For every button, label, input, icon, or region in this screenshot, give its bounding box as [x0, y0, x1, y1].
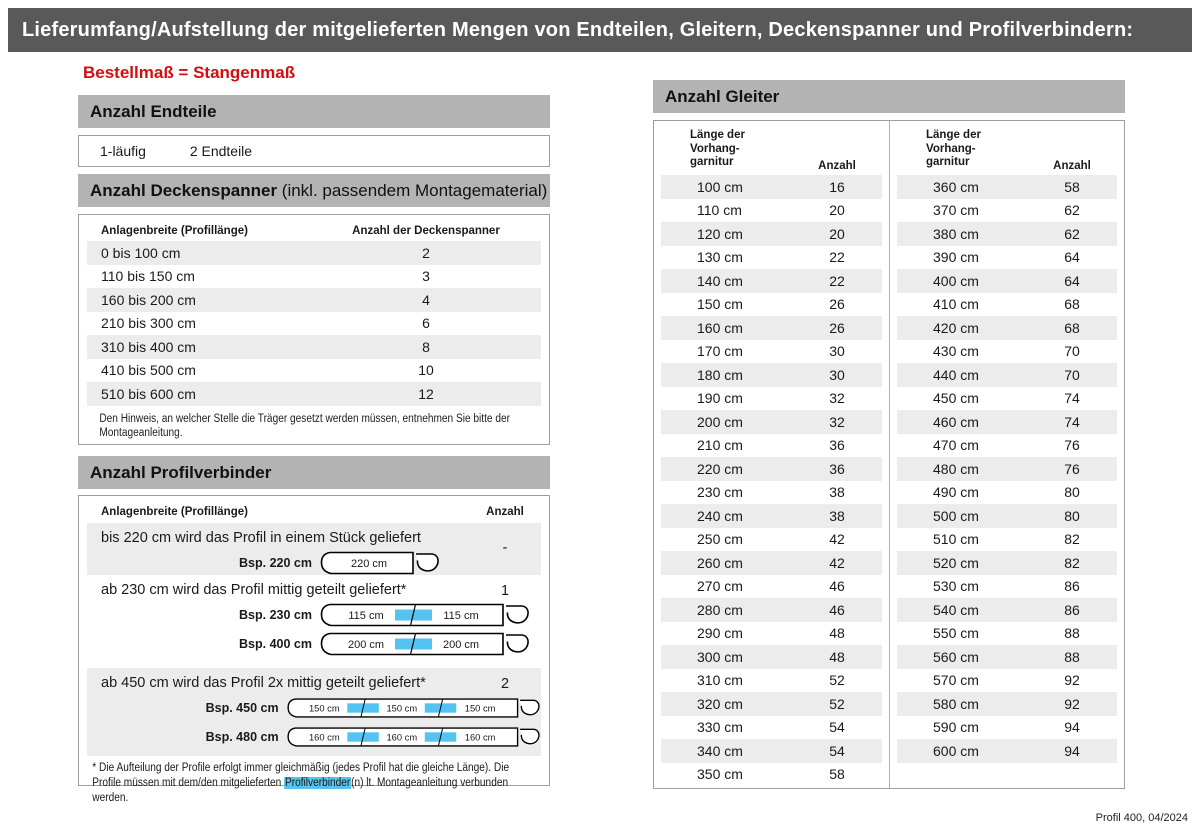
section-title-suffix: (inkl. passendem Montagematerial) [277, 181, 548, 200]
garnitur-length: 360 cm [933, 178, 979, 195]
profile-example [87, 693, 541, 722]
gleiter-count: 20 [829, 225, 845, 242]
table-row [87, 359, 541, 383]
table-row [661, 622, 882, 646]
gleiter-count: 20 [829, 202, 845, 219]
table-row [661, 551, 882, 575]
table-row [897, 692, 1117, 716]
example-label: Bsp. 220 cm [239, 555, 312, 570]
example-label: Bsp. 480 cm [205, 729, 279, 744]
garnitur-length: 510 cm [933, 531, 979, 548]
garnitur-length: 340 cm [697, 742, 743, 759]
profile-end-cap-icon [416, 554, 438, 571]
profile-diagram-split [319, 602, 531, 628]
anlagenbreite-value: 310 bis 400 cm [101, 338, 196, 355]
garnitur-length: 540 cm [933, 601, 979, 618]
gleiter-count: 58 [829, 766, 845, 783]
table-row [897, 739, 1117, 763]
table-row [661, 434, 882, 458]
table-row [79, 136, 549, 166]
gleiter-count: 80 [1064, 507, 1080, 524]
gleiter-count: 74 [1064, 413, 1080, 430]
gleiter-count: 68 [1064, 296, 1080, 313]
table-row [897, 222, 1117, 246]
garnitur-length: 580 cm [933, 695, 979, 712]
gleiter-table-right [889, 121, 1124, 788]
garnitur-length: 560 cm [933, 648, 979, 665]
gleiter-count: 74 [1064, 390, 1080, 407]
anlagenbreite-value: 410 bis 500 cm [101, 362, 196, 379]
section-title: Anzahl Profilverbinder [90, 463, 272, 482]
endteile-count: 2 Endteile [189, 143, 253, 159]
garnitur-length: 260 cm [697, 554, 743, 571]
table-row [897, 575, 1117, 599]
profilverbinder-count: 2 [500, 676, 510, 692]
gleiter-count: 64 [1064, 249, 1080, 266]
profile-end-cap-icon [506, 606, 528, 623]
segment-length-label: 200 cm [347, 638, 385, 651]
gleiter-count: 88 [1064, 625, 1080, 642]
deckenspanner-count: 12 [418, 385, 434, 402]
gleiter-rows-right [897, 175, 1117, 763]
garnitur-length: 460 cm [933, 413, 979, 430]
footnote-text: * Die Aufteilung der Profile erfolgt immer gleichmäßig (jedes Profil hat die gleiche Länge). Die Profile müssen mit dem/den mitgelieferten [92, 762, 510, 789]
column-header-laenge: Länge der Vorhang- garnitur [690, 129, 745, 168]
table-column-headers [897, 125, 1117, 175]
gleiter-count: 52 [829, 672, 845, 689]
table-row [897, 622, 1117, 646]
table-row [897, 551, 1117, 575]
segment-length-label: 150 cm [386, 702, 417, 713]
gleiter-count: 26 [829, 296, 845, 313]
gleiter-count: 80 [1064, 484, 1080, 501]
garnitur-length: 440 cm [933, 366, 979, 383]
garnitur-length: 600 cm [933, 742, 979, 759]
table-row [661, 293, 882, 317]
garnitur-length: 530 cm [933, 578, 979, 595]
section-title: Anzahl Gleiter [665, 87, 780, 106]
table-column-headers [661, 125, 882, 175]
anlagenbreite-value: 160 bis 200 cm [101, 291, 196, 308]
section-header-deckenspanner [78, 174, 550, 207]
gleiter-count: 30 [829, 366, 845, 383]
garnitur-length: 370 cm [933, 202, 979, 219]
table-column-headers [87, 501, 541, 523]
gleiter-count: 32 [829, 413, 845, 430]
section-header-gleiter [653, 80, 1125, 113]
footnote-text: (n) lt. Montageanleitung verbunden werden. [92, 777, 509, 804]
garnitur-length: 330 cm [697, 719, 743, 736]
anlagenbreite-value: 210 bis 300 cm [101, 315, 196, 332]
deckenspanner-table [78, 214, 550, 445]
garnitur-length: 470 cm [933, 437, 979, 454]
garnitur-length: 190 cm [697, 390, 743, 407]
table-row [87, 335, 541, 359]
section-header-endteile [78, 95, 550, 128]
garnitur-length: 130 cm [697, 249, 743, 266]
table-row [897, 246, 1117, 270]
table-row [661, 316, 882, 340]
table-row [87, 523, 541, 575]
table-row [897, 504, 1117, 528]
gleiter-count: 36 [829, 460, 845, 477]
garnitur-length: 570 cm [933, 672, 979, 689]
table-row [897, 481, 1117, 505]
garnitur-length: 350 cm [697, 766, 743, 783]
table-row [661, 716, 882, 740]
anlagenbreite-value: 0 bis 100 cm [101, 244, 181, 261]
gleiter-count: 52 [829, 695, 845, 712]
gleiter-count: 62 [1064, 225, 1080, 242]
gleiter-count: 62 [1064, 202, 1080, 219]
column-header-anzahl: Anzahl [818, 160, 856, 172]
garnitur-length: 200 cm [697, 413, 743, 430]
gleiter-rows-left [661, 175, 882, 786]
table-row [897, 269, 1117, 293]
segment-length-label: 220 cm [350, 557, 388, 570]
table-row [897, 340, 1117, 364]
profile-example [87, 722, 541, 751]
table-row [897, 363, 1117, 387]
garnitur-length: 140 cm [697, 272, 743, 289]
garnitur-length: 250 cm [697, 531, 743, 548]
anlagenbreite-value: 110 bis 150 cm [101, 268, 195, 285]
table-row [661, 504, 882, 528]
profile-end-cap-icon [520, 729, 539, 743]
table-row [661, 246, 882, 270]
gleiter-count: 54 [829, 742, 845, 759]
garnitur-length: 280 cm [697, 601, 743, 618]
table-row [661, 692, 882, 716]
gleiter-count: 42 [829, 554, 845, 571]
example-label: Bsp. 400 cm [239, 636, 312, 651]
gleiter-count: 70 [1064, 366, 1080, 383]
gleiter-count: 22 [829, 272, 845, 289]
table-row [661, 175, 882, 199]
gleiter-count: 92 [1064, 672, 1080, 689]
table-row [87, 265, 541, 289]
garnitur-length: 110 cm [697, 202, 742, 219]
gleiter-count: 48 [829, 625, 845, 642]
table-row [897, 410, 1117, 434]
garnitur-length: 500 cm [933, 507, 979, 524]
table-row [661, 739, 882, 763]
garnitur-length: 150 cm [697, 296, 743, 313]
gleiter-count: 92 [1064, 695, 1080, 712]
gleiter-table [653, 120, 1125, 789]
table-row [661, 457, 882, 481]
profilverbinder-footnote [87, 761, 538, 806]
segment-length-label: 150 cm [464, 702, 496, 713]
gleiter-count: 58 [1064, 178, 1080, 195]
montage-note: Den Hinweis, an welcher Stelle die Träger gesetzt werden müssen, entnehmen Sie bitte der Montageanleitung. [99, 412, 510, 439]
column-header-anzahl: Anzahl [1053, 160, 1091, 172]
garnitur-length: 290 cm [697, 625, 743, 642]
profilverbinder-count: 1 [500, 583, 510, 599]
garnitur-length: 300 cm [697, 648, 743, 665]
footnote-highlight: Profilverbinder [284, 777, 351, 789]
garnitur-length: 490 cm [933, 484, 979, 501]
gleiter-count: 42 [829, 531, 845, 548]
deckenspanner-count: 6 [422, 315, 430, 332]
profile-diagram-double-split [286, 695, 541, 721]
table-row [897, 316, 1117, 340]
garnitur-length: 230 cm [697, 484, 743, 501]
gleiter-count: 94 [1064, 742, 1080, 759]
table-row [661, 222, 882, 246]
deckenspanner-count: 3 [422, 268, 430, 285]
segment-length-label: 150 cm [308, 702, 340, 713]
segment-length-label: 160 cm [464, 731, 496, 742]
deckenspanner-rows [87, 241, 541, 406]
garnitur-length: 450 cm [933, 390, 979, 407]
endteile-run-label: 1-läufig [100, 143, 146, 159]
table-row [661, 669, 882, 693]
profilverbinder-table [78, 495, 550, 804]
column-header-laenge: Länge der Vorhang- garnitur [926, 129, 981, 168]
table-row [87, 312, 541, 336]
garnitur-length: 310 cm [697, 672, 743, 689]
table-row [661, 645, 882, 669]
profilverbinder-rule-text: bis 220 cm wird das Profil in einem Stück geliefert [101, 530, 421, 546]
table-row [661, 598, 882, 622]
column-header-anlagenbreite: Anlagenbreite (Profillänge) [101, 506, 248, 518]
profile-diagram-double-split [286, 724, 541, 750]
gleiter-count: 70 [1064, 343, 1080, 360]
table-row [661, 528, 882, 552]
garnitur-length: 160 cm [697, 319, 743, 336]
gleiter-count: 64 [1064, 272, 1080, 289]
garnitur-length: 240 cm [697, 507, 743, 524]
profile-diagram-split [319, 631, 531, 657]
garnitur-length: 550 cm [933, 625, 979, 642]
deckenspanner-count: 4 [422, 291, 430, 308]
garnitur-length: 410 cm [933, 296, 979, 313]
gleiter-count: 94 [1064, 719, 1080, 736]
garnitur-length: 520 cm [933, 554, 979, 571]
table-row [897, 175, 1117, 199]
example-label: Bsp. 450 cm [205, 700, 279, 715]
column-header-anzahl: Anzahl [486, 506, 524, 518]
table-row [661, 763, 882, 787]
gleiter-count: 26 [829, 319, 845, 336]
table-row [661, 363, 882, 387]
segment-length-label: 115 cm [443, 609, 479, 622]
document-footer: Profil 400, 04/2024 [1095, 812, 1188, 824]
anlagenbreite-value: 510 bis 600 cm [101, 385, 196, 402]
section-title: Anzahl Endteile [90, 102, 217, 121]
table-row [661, 199, 882, 223]
gleiter-count: 86 [1064, 578, 1080, 595]
table-row [897, 434, 1117, 458]
garnitur-length: 180 cm [697, 366, 743, 383]
gleiter-count: 82 [1064, 554, 1080, 571]
profilverbinder-rule-text: ab 230 cm wird das Profil mittig geteilt geliefert* [101, 582, 407, 598]
table-row [661, 410, 882, 434]
table-row [897, 716, 1117, 740]
profilverbinder-rule-text: ab 450 cm wird das Profil 2x mittig geteilt geliefert* [101, 675, 426, 691]
gleiter-count: 48 [829, 648, 845, 665]
table-row [87, 668, 541, 756]
profilverbinder-count: - [502, 540, 508, 556]
gleiter-count: 76 [1064, 437, 1080, 454]
segment-length-label: 115 cm [348, 609, 384, 622]
segment-length-label: 200 cm [442, 638, 480, 651]
deckenspanner-count: 8 [422, 338, 430, 355]
gleiter-count: 32 [829, 390, 845, 407]
deckenspanner-count: 10 [418, 362, 434, 379]
table-row [87, 288, 541, 312]
gleiter-count: 30 [829, 343, 845, 360]
page-title-bar [8, 8, 1192, 52]
column-header-anzahl: Anzahl der Deckenspanner [352, 224, 500, 237]
table-row [897, 528, 1117, 552]
gleiter-count: 38 [829, 484, 845, 501]
garnitur-length: 390 cm [933, 249, 979, 266]
table-row [661, 387, 882, 411]
gleiter-count: 82 [1064, 531, 1080, 548]
gleiter-count: 46 [829, 601, 845, 618]
table-row [661, 269, 882, 293]
garnitur-length: 270 cm [697, 578, 743, 595]
segment-length-label: 160 cm [386, 731, 417, 742]
profile-end-cap-icon [506, 635, 528, 652]
garnitur-length: 430 cm [933, 343, 979, 360]
gleiter-count: 22 [829, 249, 845, 266]
gleiter-count: 76 [1064, 460, 1080, 477]
gleiter-count: 68 [1064, 319, 1080, 336]
gleiter-count: 46 [829, 578, 845, 595]
table-row [87, 575, 541, 668]
garnitur-length: 170 cm [697, 343, 743, 360]
gleiter-count: 38 [829, 507, 845, 524]
table-row [661, 575, 882, 599]
table-row [87, 382, 541, 406]
gleiter-table-left [654, 121, 889, 788]
table-row [897, 293, 1117, 317]
profile-end-cap-icon [520, 700, 539, 714]
garnitur-length: 220 cm [697, 460, 743, 477]
profile-example [87, 548, 541, 577]
endteile-table [78, 135, 550, 167]
table-row [661, 340, 882, 364]
garnitur-length: 100 cm [697, 178, 743, 195]
example-label: Bsp. 230 cm [239, 607, 312, 622]
page-title: Lieferumfang/Aufstellung der mitgelieferten Mengen von Endteilen, Gleitern, Deckenspanner und Profilverbindern: [22, 18, 1134, 41]
section-title: Anzahl Deckenspanner [90, 181, 278, 200]
garnitur-length: 420 cm [933, 319, 979, 336]
table-row [87, 241, 541, 265]
table-row [661, 481, 882, 505]
gleiter-count: 88 [1064, 648, 1080, 665]
profile-diagram-single [319, 550, 441, 576]
segment-length-label: 160 cm [308, 731, 340, 742]
profile-example [87, 629, 541, 658]
table-row [897, 387, 1117, 411]
column-header-anlagenbreite: Anlagenbreite (Profillänge) [101, 224, 248, 237]
garnitur-length: 400 cm [933, 272, 979, 289]
table-row [897, 457, 1117, 481]
table-row [897, 598, 1117, 622]
table-column-headers [87, 220, 541, 241]
garnitur-length: 380 cm [933, 225, 979, 242]
profile-example [87, 600, 541, 629]
garnitur-length: 480 cm [933, 460, 979, 477]
table-row [897, 199, 1117, 223]
deckenspanner-count: 2 [422, 244, 430, 261]
gleiter-count: 86 [1064, 601, 1080, 618]
table-row [897, 645, 1117, 669]
gleiter-count: 36 [829, 437, 845, 454]
section-header-profilverbinder [78, 456, 550, 489]
garnitur-length: 320 cm [697, 695, 743, 712]
gleiter-count: 54 [829, 719, 845, 736]
table-row [897, 669, 1117, 693]
garnitur-length: 120 cm [697, 225, 743, 242]
garnitur-length: 590 cm [933, 719, 979, 736]
order-measure-note: Bestellmaß = Stangenmaß [83, 63, 296, 82]
gleiter-count: 16 [829, 178, 845, 195]
garnitur-length: 210 cm [697, 437, 743, 454]
